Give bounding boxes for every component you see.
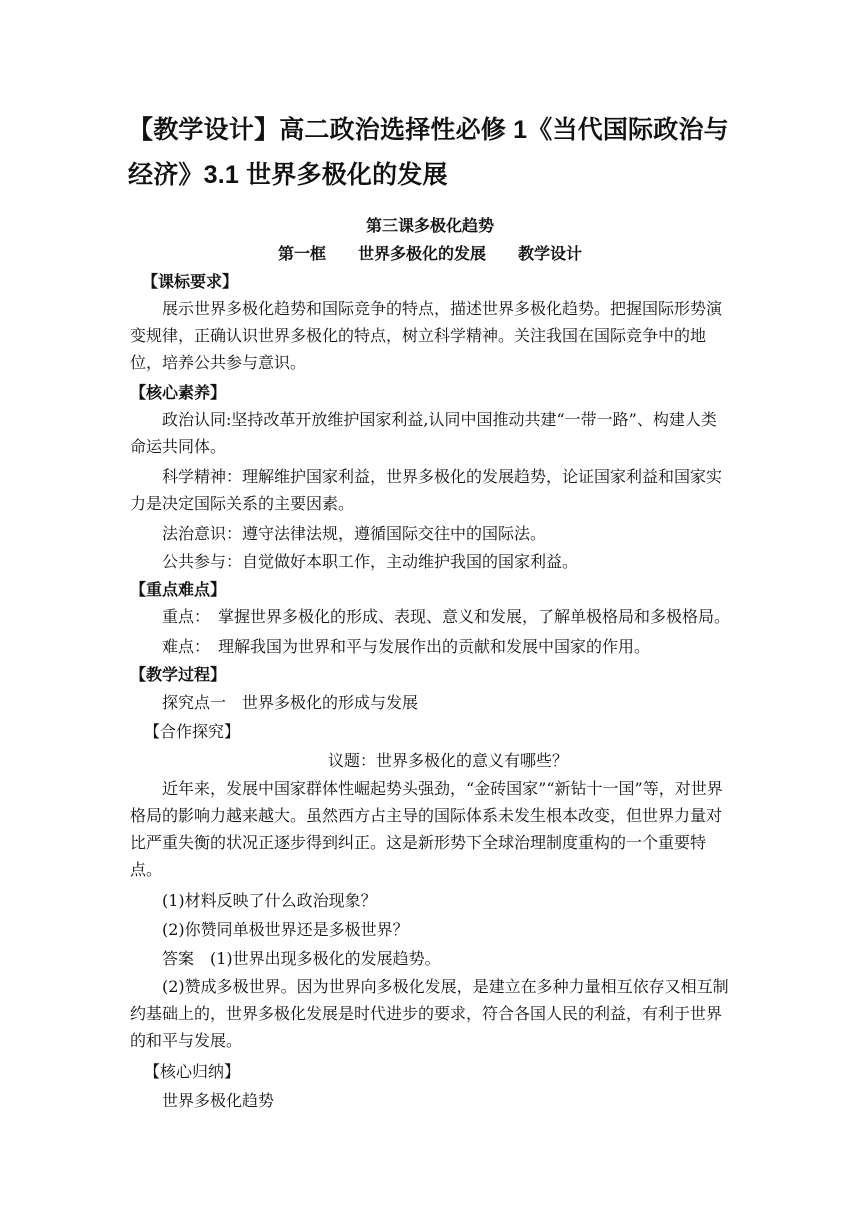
literacy-item-participation: 公共参与：自觉做好本职工作，主动维护我国的国家利益。 <box>162 552 579 571</box>
curriculum-heading: 【课标要求】 <box>142 272 239 291</box>
key-difficult-heading: 【重点难点】 <box>130 580 227 599</box>
explore-point: 探究点一 世界多极化的形成与发展 <box>162 693 419 712</box>
answer-1: 答案 (1)世界出现多极化的发展趋势。 <box>162 949 441 968</box>
summary-first-line: 世界多极化趋势 <box>162 1091 275 1110</box>
curriculum-text: 展示世界多极化趋势和国际竞争的特点，描述世界多极化趋势。把握国际形势演变规律，正确认识世界多极化的特点，树立科学精神。关注我国在国际竞争中的地位，培养公共参与意识。 <box>130 299 723 372</box>
key-point: 重点： 掌握世界多极化的形成、表现、意义和发展，了解单极格局和多极格局。 <box>162 607 731 626</box>
material-text: 近年来，发展中国家群体性崛起势头强劲，“金砖国家”“新钻十一国”等，对世界格局的影响力越来越大。虽然西方占主导的国际体系未发生根本改变，但世界力量对比严重失衡的状况正逐步得到纠正。这是新形势下全球治理制度重构的一个重要特点。 <box>130 779 723 879</box>
question-2: (2)你赞同单极世界还是多极世界？ <box>162 920 409 939</box>
answer-2: (2)赞成多极世界。因为世界向多极化发展，是建立在多种力量相互依存又相互制约基础上的，世界多极化发展是时代进步的要求，符合各国人民的利益，有利于世界的和平与发展。 <box>130 977 729 1050</box>
difficult-point: 难点： 理解我国为世界和平与发展作出的贡献和发展中国家的作用。 <box>162 637 651 656</box>
coop-heading: 【合作探究】 <box>144 722 241 741</box>
process-heading: 【教学过程】 <box>130 665 227 684</box>
literacy-item-political: 政治认同:坚持改革开放维护国家利益,认同中国推动共建“一带一路”、构建人类命运共同体。 <box>130 410 717 456</box>
literacy-item-law: 法治意识：遵守法律法规，遵循国际交往中的国际法。 <box>162 524 547 543</box>
summary-heading: 【核心归纳】 <box>144 1062 241 1081</box>
literacy-heading: 【核心素养】 <box>130 383 227 402</box>
lesson-title: 第三课多极化趋势 <box>365 216 494 235</box>
question-1: (1)材料反映了什么政治现象？ <box>162 891 377 910</box>
lesson-subtitle: 第一框 世界多极化的发展 教学设计 <box>277 244 582 263</box>
document-title: 【教学设计】高二政治选择性必修 1《当代国际政治与经济》3.1 世界多极化的发展 <box>128 116 729 189</box>
document-body <box>130 212 730 1115</box>
discussion-topic: 议题：世界多极化的意义有哪些？ <box>327 751 568 770</box>
literacy-item-science: 科学精神：理解维护国家利益，世界多极化的发展趋势，论证国家利益和国家实力是决定国际关系的主要因素。 <box>130 467 723 513</box>
